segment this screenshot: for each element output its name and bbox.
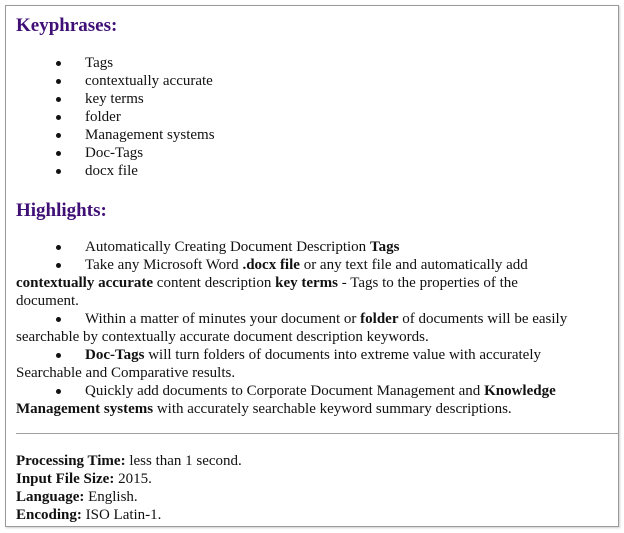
keyword: contextually accurate — [16, 275, 154, 291]
keyphrases-heading: Keyphrases: — [16, 15, 118, 36]
list-item: key terms — [6, 90, 215, 108]
list-item: Management systems — [6, 126, 215, 144]
highlight-text: Take any Microsoft Word — [85, 257, 243, 273]
language-label: Language: — [16, 489, 85, 505]
file-size-value: 2015. — [114, 471, 152, 487]
highlight-text: of documents will be easily — [398, 311, 568, 327]
file-size-label: Input File Size: — [16, 471, 115, 487]
keyword: Management systems — [16, 401, 154, 417]
highlight-text: Within a matter of minutes your document or — [85, 311, 361, 327]
keyword: Tags — [369, 239, 400, 255]
divider — [16, 433, 618, 434]
encoding-value: ISO Latin-1. — [81, 507, 162, 523]
highlight-text: with accurately searchable keyword summary descriptions. — [153, 401, 512, 417]
encoding-row — [16, 506, 242, 524]
list-item — [6, 346, 616, 382]
keyword: Knowledge — [484, 383, 556, 399]
highlight-text: searchable by contextually accurate document description keywords. — [16, 329, 429, 345]
highlight-text: Searchable and Comparative results. — [16, 365, 236, 381]
processing-time-label: Processing Time: — [16, 453, 126, 469]
list-item: folder — [6, 108, 215, 126]
keyphrases-list — [6, 54, 215, 180]
list-item: Doc-Tags — [6, 144, 215, 162]
keyword: Doc-Tags — [85, 347, 145, 363]
processing-info — [16, 452, 242, 524]
highlights-list — [6, 238, 616, 418]
list-item — [6, 382, 616, 418]
highlight-text: will turn folders of documents into extreme value with accurately — [144, 347, 541, 363]
language-row — [16, 488, 242, 506]
language-value: English. — [84, 489, 138, 505]
encoding-label: Encoding: — [16, 507, 82, 523]
processing-time-value: less than 1 second. — [125, 453, 242, 469]
highlights-heading: Highlights: — [16, 200, 107, 221]
list-item: Tags — [6, 54, 215, 72]
list-item: docx file — [6, 162, 215, 180]
keyword: .docx file — [242, 257, 300, 273]
highlight-text: or any text file and automatically add — [299, 257, 528, 273]
highlight-text: document. — [16, 293, 79, 309]
list-item — [6, 310, 616, 346]
highlight-text: Quickly add documents to Corporate Document Management and — [85, 383, 485, 399]
list-item: contextually accurate — [6, 72, 215, 90]
keyword: folder — [360, 311, 399, 327]
keyword: key terms — [275, 275, 339, 291]
file-size-row — [16, 470, 242, 488]
highlight-text: Automatically Creating Document Description — [85, 239, 370, 255]
highlight-text: content description — [153, 275, 276, 291]
report-panel — [5, 5, 619, 527]
list-item — [6, 238, 616, 256]
list-item — [6, 256, 616, 310]
processing-time-row — [16, 452, 242, 470]
highlight-text: - Tags to the properties of the — [338, 275, 518, 291]
